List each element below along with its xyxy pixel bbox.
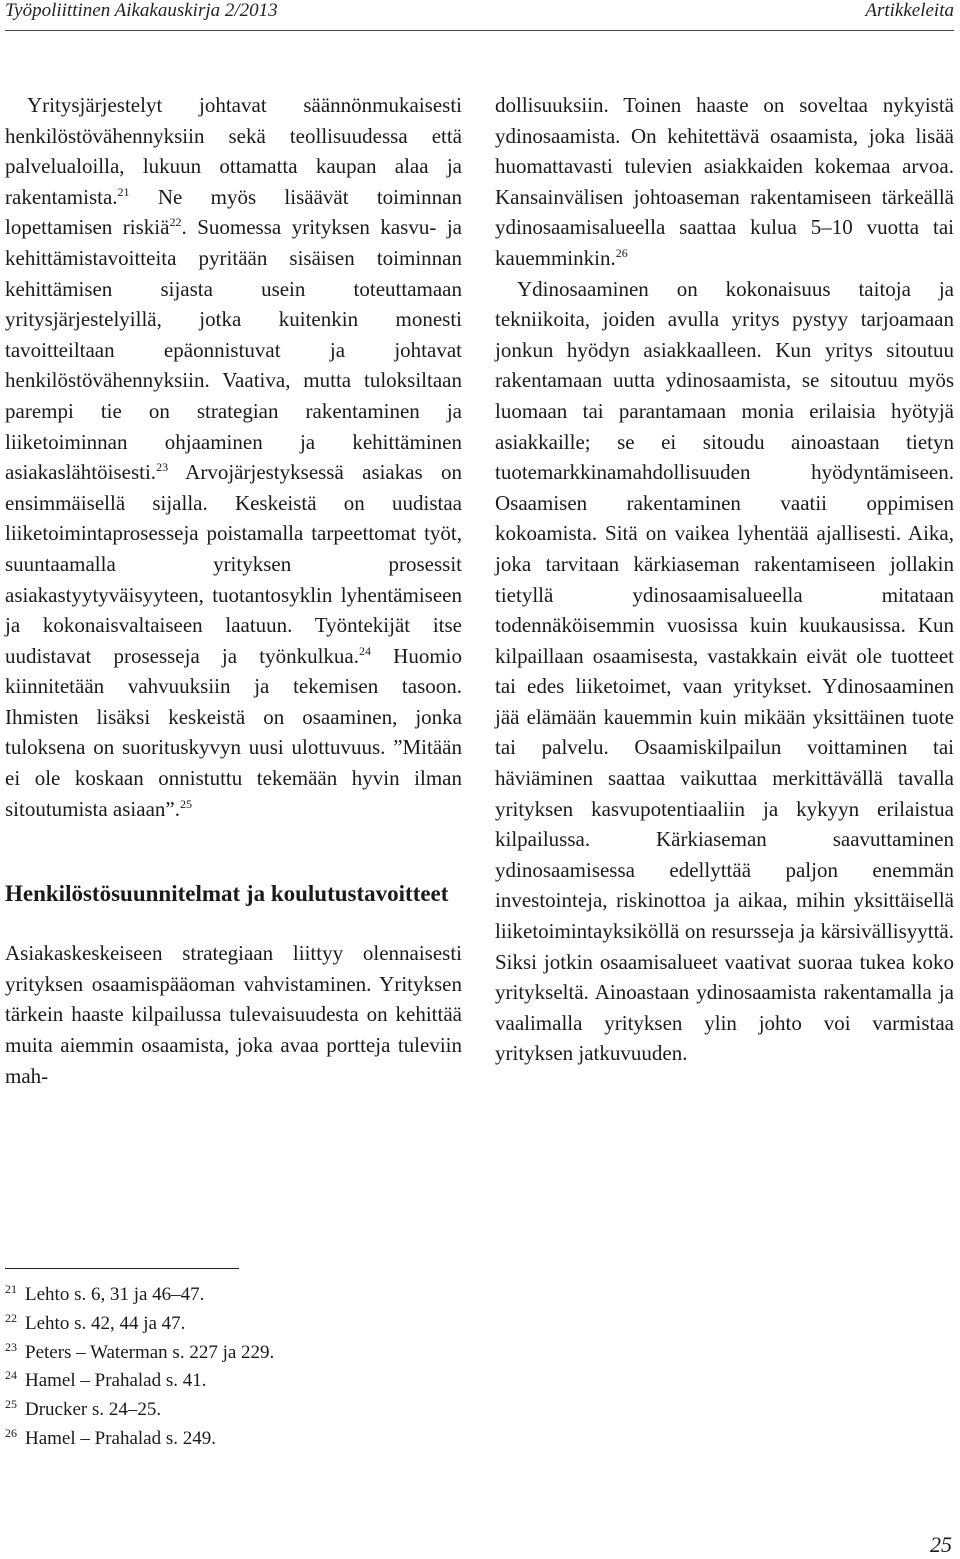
right-paragraph-2: Ydinosaaminen on kokonaisuus taitoja ja tekniikoita, joiden avulla yritys pystyy tarjoamaan jonkun hyödyn asiakkaalleen. Kun yritys sitoutuu rakentamaan uutta ydinosaamista, se sitoutuu myös luomaan tai parantamaan monia erilaisia hyötyjä asiakkaille; se ei sitoudu ainoastaan tietyn tuotemarkkinamahdollisuuden hyödyntämiseen. Osaamisen rakentaminen vaatii oppimisen kokoamista. Sitä on vaikea lyhentää ajallisesti. Aika, joka tarvitaan kärkiaseman rakentamiseen jollakin tietyllä ydinosaamisalueella mitataan todennäköisemmin vuosissa kuin kuukausissa. Kun kilpaillaan osaamisesta, vastakkain eivät ole tuotteet tai edes liiketoimet, vaan yritykset. Ydinosaaminen jää elämään kauemmin kuin mikään yksittäinen tuote tai palvelu. Osaamiskilpailun voittaminen tai häviäminen saattaa vaikuttaa merkittävällä tavalla yrityksen kasvupotentiaaliin ja kykyyn erilaistua kilpailussa. Kärkiaseman saavuttaminen ydinosaamisessa edellyttää paljon enemmän investointeja, riskinottoa ja aikaa, mihin yksittäisellä liiketoimintayksiköllä on resursseja ja kärsivällisyyttä. Siksi jotkin osaamisalueet vaativat suoraa tukea koko yritykseltä. Ainoastaan ydinosaamista rakentamalla ja vaalimalla yrityksen ylin johto voi varmistaa yrityksen jatkuvuuden. — [495, 276, 954, 1066]
footnote-item: $^{26}$ Hamel – Prahalad s. 249. — [5, 1425, 217, 1449]
left-paragraph-2: Asiakaskeskeiseen strategiaan liittyy olennaisesti yrityksen osaamispääoman vahvistaminen. Yrityksen tärkein haaste kilpailussa tulevaisuudesta on kehittää muita aiemmin osaamista, joka avaa portteja tuleviin mah- — [5, 941, 462, 1088]
page-number: 25 — [930, 1532, 952, 1557]
section-heading: Henkilöstösuunnitelmat ja koulutustavoitteet — [5, 881, 449, 907]
footnote-item: $^{23}$ Peters – Waterman s. 227 ja 229. — [5, 1339, 275, 1363]
footnotes — [5, 1281, 274, 1454]
footnote-ref[interactable]: 21 — [117, 184, 130, 199]
footnote-ref[interactable]: 22 — [169, 215, 182, 230]
footnote-item: $^{21}$ Lehto s. 6, 31 ja 46–47. — [5, 1282, 205, 1305]
footnote-ref[interactable]: 24 — [359, 643, 371, 658]
section-title: Artikkeleita — [865, 0, 954, 21]
footnote-ref[interactable]: 26 — [615, 245, 628, 260]
footnote-item: $^{22}$ Lehto s. 42, 44 ja 47. — [5, 1310, 186, 1334]
journal-title: Työpoliittinen Aikakauskirja 2/2013 — [5, 0, 278, 21]
footnote-item: $^{24}$ Hamel – Prahalad s. 41. — [5, 1368, 207, 1392]
right-paragraph-1: dollisuuksiin. Toinen haaste on soveltaa nykyistä ydinosaamista. On kehitettävä osaamista, joka lisää huomattavasti tulevien asiakkaiden kokemaa arvoa. Kansainvälisen johtoaseman rakentamiseen tärkeällä ydinosaamisalueella saattaa kulua 5–10 vuotta tai kauemminkin.$^{26}$ — [495, 93, 954, 270]
right-column — [495, 90, 954, 1069]
footnote-ref[interactable]: 25 — [179, 796, 192, 811]
running-header — [5, 0, 954, 31]
footnote-divider — [5, 1268, 239, 1269]
left-paragraph-1: Yritysjärjestelyt johtavat säännönmukaisesti henkilöstövähennyksiin sekä teollisuudessa että palvelualoilla, lukuun ottamatta kaupan alaa ja rakentamista.$^{21}$ Ne myös lisäävät toiminnan lopettamisen riskiä$^{22}$. Suomessa yrityksen kasvu- ja kehittämistavoitteita pyritään sisäisen toiminnan kehittämisen sijasta usein toteuttamaan yritysjärjestelyillä, jotka kuitenkin monesti tavoitteiltaan epäonnistuvat ja johtavat henkilöstövähennyksiin. Vaativa, mutta tuloksiltaan parempi tie on strategian rakentaminen ja liiketoiminnan ohjaaminen ja kehittäminen asiakaslähtöisesti.$^{23}$ Arvojärjestyksessä asiakas on ensimmäisellä sijalla. Keskeistä on uudistaa liiketoimintaprosesseja poistamalla tarpeettomat työt, suuntaamalla yrityksen prosessit asiakastyytyväisyyteen, tuotantosyklin lyhentämiseen ja kokonaisvaltaiseen laatuun. Työntekijät itse uudistavat prosesseja ja työnkulkua.$^{24}$ Huomio kiinnitetään vahvuuksiin ja tekemisen tasoon. Ihmisten lisäksi keskeistä on osaaminen, jonka tuloksena on suorituskyvyn uusi ulottuvuus. ”Mitään ei ole koskaan onnistuttu tekemään hyvin ilman sitoutumista asiaan”.$^{25}$ — [5, 93, 463, 821]
footnote-item: $^{25}$ Drucker s. 24–25. — [5, 1397, 162, 1421]
left-column — [5, 90, 462, 1091]
footnote-ref[interactable]: 23 — [156, 460, 169, 475]
